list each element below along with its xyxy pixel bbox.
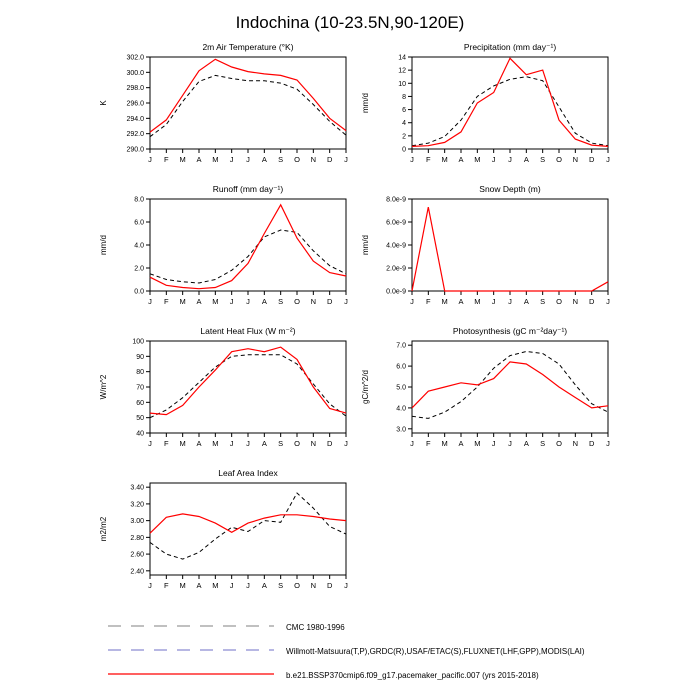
chart-title: Leaf Area Index	[218, 468, 278, 478]
x-tick-label: J	[606, 155, 610, 164]
x-tick-label: O	[556, 297, 562, 306]
plot-border	[150, 483, 346, 575]
series-line-observations	[150, 230, 346, 283]
series-line-model	[412, 362, 608, 408]
x-tick-label: D	[588, 439, 595, 448]
series-line-observations	[150, 355, 346, 418]
x-tick-label: A	[261, 581, 267, 590]
legend-row-obs-products	[106, 639, 700, 663]
chart-latent-heat-flux	[94, 323, 356, 465]
x-tick-label: J	[148, 581, 152, 590]
x-tick-label: M	[441, 155, 448, 164]
legend-line-obs-products	[106, 642, 276, 660]
x-tick-label: M	[179, 297, 186, 306]
x-tick-label: F	[164, 581, 169, 590]
x-tick-label: D	[326, 581, 333, 590]
x-tick-label: M	[212, 581, 219, 590]
series-line-model	[150, 514, 346, 533]
y-tick-label: 14	[398, 54, 406, 62]
x-tick-label: A	[458, 155, 464, 164]
chart-title: 2m Air Temperature (°K)	[202, 42, 294, 52]
x-tick-label: J	[246, 297, 250, 306]
y-tick-label: 298.0	[126, 85, 144, 93]
chart-photosynthesis	[356, 323, 618, 465]
x-tick-label: J	[344, 581, 348, 590]
chart-title: Runoff (mm day⁻¹)	[212, 184, 284, 194]
y-tick-label: 2.0	[134, 265, 144, 273]
chart-svg-snow-depth	[356, 181, 618, 323]
x-tick-label: M	[212, 155, 219, 164]
chart-title: Photosynthesis (gC m⁻²day⁻¹)	[452, 326, 568, 336]
x-tick-label: J	[148, 297, 152, 306]
x-tick-label: D	[588, 155, 595, 164]
x-tick-label: A	[458, 439, 464, 448]
x-tick-label: J	[491, 155, 496, 164]
x-tick-label: F	[426, 439, 431, 448]
x-tick-label: A	[196, 155, 202, 164]
plot-border	[412, 57, 608, 149]
y-tick-label: 294.0	[126, 115, 144, 123]
chart-svg-latent-heat-flux	[94, 323, 356, 465]
y-tick-label: 4	[402, 120, 406, 128]
y-tick-label: 60	[136, 399, 144, 407]
y-tick-label: 100	[132, 338, 144, 346]
x-tick-label: F	[426, 155, 431, 164]
chart-precipitation	[356, 39, 618, 181]
chart-svg-photosynthesis	[356, 323, 618, 465]
y-axis-label: K	[99, 100, 108, 106]
x-tick-label: J	[508, 297, 512, 306]
y-axis-label: mm/d	[361, 235, 370, 255]
y-tick-label: 8	[402, 93, 406, 101]
x-tick-label: S	[278, 581, 284, 590]
chart-title: Latent Heat Flux (W m⁻²)	[200, 326, 296, 336]
y-tick-label: 6.0	[396, 363, 406, 371]
y-tick-label: 3.40	[130, 484, 144, 492]
legend-swatch-svg	[106, 645, 276, 655]
y-axis-label: W/m^2	[99, 374, 108, 400]
x-tick-label: J	[246, 439, 250, 448]
x-tick-label: J	[344, 439, 348, 448]
legend	[106, 615, 700, 687]
y-axis-label: gC/m^2/d	[361, 370, 370, 404]
x-tick-label: N	[572, 155, 579, 164]
chart-title: Snow Depth (m)	[479, 184, 541, 194]
chart-svg-runoff	[94, 181, 356, 323]
y-tick-label: 0	[402, 146, 406, 154]
x-tick-label: F	[164, 155, 169, 164]
legend-row-cmc	[106, 615, 700, 639]
x-tick-label: N	[310, 155, 317, 164]
y-tick-label: 300.0	[126, 69, 144, 77]
x-tick-label: A	[458, 297, 464, 306]
x-tick-label: F	[426, 297, 431, 306]
y-tick-label: 296.0	[126, 100, 144, 108]
x-tick-label: N	[572, 297, 579, 306]
series-line-observations	[150, 75, 346, 136]
y-axis-label: m2/m2	[99, 516, 108, 542]
series-line-model	[150, 205, 346, 289]
x-tick-label: M	[212, 439, 219, 448]
chart-air-temperature	[94, 39, 356, 181]
series-line-model	[150, 347, 346, 415]
y-tick-label: 292.0	[126, 131, 144, 139]
x-tick-label: J	[491, 439, 496, 448]
x-tick-label: J	[246, 155, 250, 164]
y-tick-label: 302.0	[126, 54, 144, 62]
x-tick-label: A	[261, 297, 267, 306]
chart-runoff	[94, 181, 356, 323]
x-tick-label: J	[344, 155, 348, 164]
x-tick-label: D	[326, 155, 333, 164]
x-tick-label: O	[294, 155, 300, 164]
chart-svg-air-temperature	[94, 39, 356, 181]
y-tick-label: 4.0	[134, 242, 144, 250]
x-tick-label: M	[474, 439, 481, 448]
y-tick-label: 4.0	[396, 405, 406, 413]
x-tick-label: M	[474, 155, 481, 164]
x-tick-label: O	[294, 297, 300, 306]
x-tick-label: N	[310, 439, 317, 448]
y-tick-label: 0.0	[134, 288, 144, 296]
legend-line-model	[106, 666, 276, 684]
x-tick-label: O	[294, 581, 300, 590]
x-tick-label: A	[523, 297, 529, 306]
series-line-model	[412, 207, 608, 291]
chart-leaf-area-index	[94, 465, 356, 607]
x-tick-label: D	[326, 439, 333, 448]
x-tick-label: S	[540, 155, 546, 164]
y-tick-label: 6.0	[134, 219, 144, 227]
y-tick-label: 80	[136, 369, 144, 377]
y-tick-label: 3.00	[130, 518, 144, 526]
x-tick-label: J	[410, 297, 414, 306]
y-tick-label: 2.60	[130, 551, 144, 559]
x-tick-label: J	[410, 439, 414, 448]
x-tick-label: J	[508, 439, 512, 448]
y-tick-label: 90	[136, 353, 144, 361]
x-tick-label: A	[196, 297, 202, 306]
x-tick-label: M	[179, 581, 186, 590]
y-tick-label: 6	[402, 107, 406, 115]
series-line-model	[412, 58, 608, 146]
y-tick-label: 7.0	[396, 342, 406, 350]
charts-grid	[94, 39, 700, 607]
x-tick-label: N	[310, 297, 317, 306]
x-tick-label: J	[229, 581, 234, 590]
y-tick-label: 40	[136, 430, 144, 438]
legend-label-cmc: CMC 1980-1996	[286, 622, 345, 632]
y-tick-label: 5.0	[396, 384, 406, 392]
x-tick-label: J	[229, 297, 234, 306]
y-tick-label: 2.40	[130, 568, 144, 576]
x-tick-label: O	[556, 439, 562, 448]
x-tick-label: O	[294, 439, 300, 448]
x-tick-label: M	[441, 439, 448, 448]
x-tick-label: J	[606, 439, 610, 448]
x-tick-label: M	[179, 155, 186, 164]
plot-border	[150, 199, 346, 291]
x-tick-label: A	[261, 439, 267, 448]
y-tick-label: 8.0	[134, 196, 144, 204]
chart-svg-leaf-area-index	[94, 465, 356, 607]
legend-swatch-svg	[106, 621, 276, 631]
x-tick-label: S	[540, 439, 546, 448]
series-line-observations	[150, 493, 346, 559]
x-tick-label: J	[606, 297, 610, 306]
y-tick-label: 70	[136, 384, 144, 392]
x-tick-label: M	[212, 297, 219, 306]
y-tick-label: 2	[402, 133, 406, 141]
x-tick-label: F	[164, 297, 169, 306]
plot-border	[412, 341, 608, 433]
y-axis-label: mm/d	[99, 235, 108, 255]
x-tick-label: J	[344, 297, 348, 306]
x-tick-label: S	[540, 297, 546, 306]
x-tick-label: D	[326, 297, 333, 306]
x-tick-label: A	[196, 581, 202, 590]
x-tick-label: S	[278, 297, 284, 306]
y-tick-label: 4.0e-9	[386, 242, 406, 250]
x-tick-label: A	[523, 155, 529, 164]
x-tick-label: A	[261, 155, 267, 164]
x-tick-label: J	[148, 439, 152, 448]
x-tick-label: J	[491, 297, 496, 306]
x-tick-label: M	[179, 439, 186, 448]
x-tick-label: D	[588, 297, 595, 306]
legend-label-obs-products: Willmott-Matsuura(T,P),GRDC(R),USAF/ETAC(S),FLUXNET(LHF,GPP),MODIS(LAI)	[286, 646, 585, 656]
y-tick-label: 6.0e-9	[386, 219, 406, 227]
x-tick-label: J	[229, 439, 234, 448]
x-tick-label: S	[278, 439, 284, 448]
y-tick-label: 3.0	[396, 426, 406, 434]
y-tick-label: 8.0e-9	[386, 196, 406, 204]
x-tick-label: O	[556, 155, 562, 164]
legend-line-cmc	[106, 618, 276, 636]
series-line-model	[150, 59, 346, 132]
y-tick-label: 2.80	[130, 534, 144, 542]
y-tick-label: 2.0e-9	[386, 265, 406, 273]
x-tick-label: M	[441, 297, 448, 306]
series-line-observations	[412, 77, 608, 146]
legend-row-model	[106, 663, 700, 687]
legend-label-model: b.e21.BSSP370cmip6.f09_g17.pacemaker_pacific.007 (yrs 2015-2018)	[286, 670, 539, 680]
x-tick-label: M	[474, 297, 481, 306]
x-tick-label: A	[196, 439, 202, 448]
y-tick-label: 12	[398, 67, 406, 75]
x-tick-label: A	[523, 439, 529, 448]
x-tick-label: J	[148, 155, 152, 164]
y-tick-label: 0.0e-9	[386, 288, 406, 296]
x-tick-label: N	[572, 439, 579, 448]
y-axis-label: mm/d	[361, 93, 370, 113]
figure-title: Indochina (10-23.5N,90-120E)	[235, 13, 465, 32]
legend-swatch-svg	[106, 669, 276, 679]
chart-snow-depth	[356, 181, 618, 323]
x-tick-label: F	[164, 439, 169, 448]
chart-svg-precipitation	[356, 39, 618, 181]
chart-title: Precipitation (mm day⁻¹)	[463, 42, 557, 52]
x-tick-label: J	[508, 155, 512, 164]
x-tick-label: J	[229, 155, 234, 164]
y-tick-label: 3.20	[130, 501, 144, 509]
y-tick-label: 50	[136, 415, 144, 423]
x-tick-label: J	[246, 581, 250, 590]
y-tick-label: 10	[398, 80, 406, 88]
y-tick-label: 290.0	[126, 146, 144, 154]
x-tick-label: N	[310, 581, 317, 590]
x-tick-label: S	[278, 155, 284, 164]
x-tick-label: J	[410, 155, 414, 164]
